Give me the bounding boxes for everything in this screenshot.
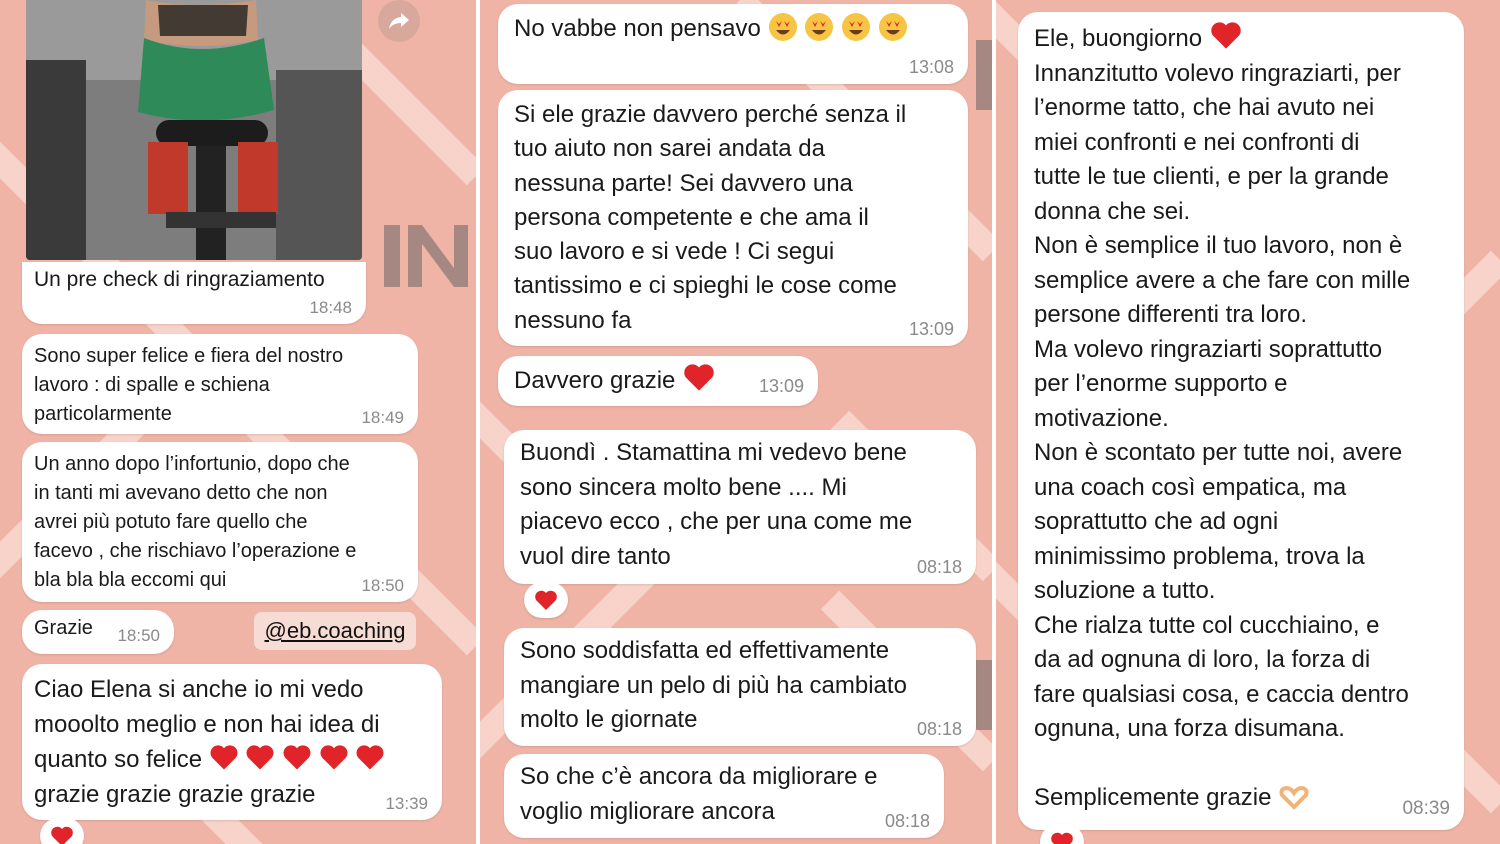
message-body: Innanzitutto volevo ringraziarti, per l’enorme tatto, che hai avuto nei miei confronti e nei confronti di tutte le tue clienti, e per la grande donna che sei. Non è semplice il tuo lavoro, non è semplice avere a che fare con mille persone differenti tra loro. Ma volevo ringraziarti soprattutto per l’enorme supporto e motivazione. Non è scontato per tutte noi, avere una coach così empatica, ma soprattutto che ad ogni minimissimo problema, trova la soluzione a tutto. Che rialza tutte col cucchiaino, e da ad ognuna di loro, la forza di fare qualsiasi cosa, e caccia dentro ognuna, una forza disumana. <box>1034 59 1411 742</box>
heart-reaction[interactable] <box>524 582 568 618</box>
heart-icon <box>209 743 239 771</box>
message-bubble[interactable] <box>1018 12 1464 830</box>
message-time: 18:50 <box>361 576 404 595</box>
heart-eyes-emoji-icon <box>768 12 798 42</box>
message-line: Ciao Elena si anche io mi vedo <box>34 676 364 703</box>
message-time: 13:08 <box>908 57 954 77</box>
message-bubble[interactable] <box>504 430 976 584</box>
message-text: Un anno dopo l’infortunio, dopo che in tanti mi avevano detto che non avrei più potuto fare quello che facevo , che rischiavo l’operazione e bla bla bla eccomi qui <box>34 453 357 591</box>
message-line-text: quanto so felice <box>34 746 203 773</box>
heart-icon <box>50 825 74 844</box>
chat-panel-1 <box>0 0 476 844</box>
message-time: 08:18 <box>884 811 930 831</box>
heart-icon <box>282 743 312 771</box>
photo-caption-bubble[interactable] <box>22 262 366 324</box>
message-bubble[interactable] <box>498 356 818 406</box>
heart-eyes-emoji-icon <box>841 12 871 42</box>
message-line: grazie grazie grazie grazie <box>34 781 316 808</box>
message-time: 18:48 <box>309 298 352 317</box>
message-text: Buondì . Stamattina mi vedevo bene sono sincera molto bene .... Mi piacevo ecco , che per una come me vuol dire tanto <box>520 439 913 570</box>
message-bubble[interactable] <box>498 90 968 346</box>
message-bubble[interactable] <box>504 754 944 838</box>
heart-icon <box>245 743 275 771</box>
heart-icon <box>682 362 716 392</box>
message-time: 08:39 <box>1402 798 1450 819</box>
photo-illustration <box>26 0 362 260</box>
message-line <box>1034 781 1448 816</box>
message-text: Un pre check di ringraziamento <box>34 268 325 291</box>
watermark-handle: @eb.coaching <box>254 612 416 650</box>
gym-photo[interactable] <box>26 0 362 260</box>
message-time: 08:18 <box>916 557 962 577</box>
message-line-text: Davvero grazie <box>514 367 676 394</box>
message-line <box>1034 20 1448 57</box>
message-time: 13:09 <box>908 319 954 339</box>
heart-icon <box>534 589 558 611</box>
message-bubble[interactable] <box>22 334 418 434</box>
chat-panel-3 <box>996 0 1500 844</box>
share-arrow-icon <box>388 11 410 31</box>
message-line-text: Semplicemente grazie <box>1034 783 1272 811</box>
share-button[interactable] <box>378 0 420 42</box>
message-time: 18:49 <box>361 408 404 427</box>
heart-reaction[interactable] <box>40 818 84 844</box>
hearts <box>209 746 386 773</box>
heart-eyes-emoji-icon <box>878 12 908 42</box>
heart-icon <box>1209 20 1243 50</box>
message-bubble[interactable] <box>22 442 418 602</box>
message-text: So che c’è ancora da migliorare e voglio migliorare ancora <box>520 763 878 825</box>
message-bubble[interactable] <box>504 628 976 746</box>
message-time: 08:18 <box>916 719 962 739</box>
message-line: mooolto meglio e non hai idea di <box>34 711 380 738</box>
message-line-text: No vabbe non pensavo <box>514 15 761 42</box>
message-text: Grazie <box>34 617 93 639</box>
heart-icon <box>319 743 349 771</box>
heart-icon <box>355 743 385 771</box>
heart-eyes-emoji-icon <box>804 12 834 42</box>
message-text <box>34 672 430 812</box>
heart-hands-emoji-icon <box>1278 783 1310 811</box>
message-line-text: Ele, buongiorno <box>1034 25 1203 52</box>
message-time: 13:09 <box>758 376 804 396</box>
message-bubble[interactable] <box>22 610 174 654</box>
message-text: Sono super felice e fiera del nostro lavoro : di spalle e schiena particolarmente <box>34 345 344 425</box>
emojis <box>768 15 908 42</box>
message-text: Si ele grazie davvero perché senza il tuo aiuto non sarei andata da nessuna parte! Sei davvero una persona competente e che ama il suo lavoro e si vede ! Ci segui tantissimo e ci spieghi le cose come nessuno fa <box>514 101 907 334</box>
message-bubble[interactable] <box>498 4 968 84</box>
message-text <box>1034 20 1448 815</box>
message-bubble[interactable] <box>22 664 442 820</box>
chat-panel-2 <box>480 0 992 844</box>
message-time: 13:39 <box>385 794 428 813</box>
message-time: 18:50 <box>117 626 160 645</box>
message-text <box>514 12 952 46</box>
heart-icon <box>1050 831 1074 844</box>
message-line <box>34 742 430 777</box>
message-text: Sono soddisfatta ed effettivamente mangiare un pelo di più ha cambiato molto le giornate <box>520 637 907 733</box>
